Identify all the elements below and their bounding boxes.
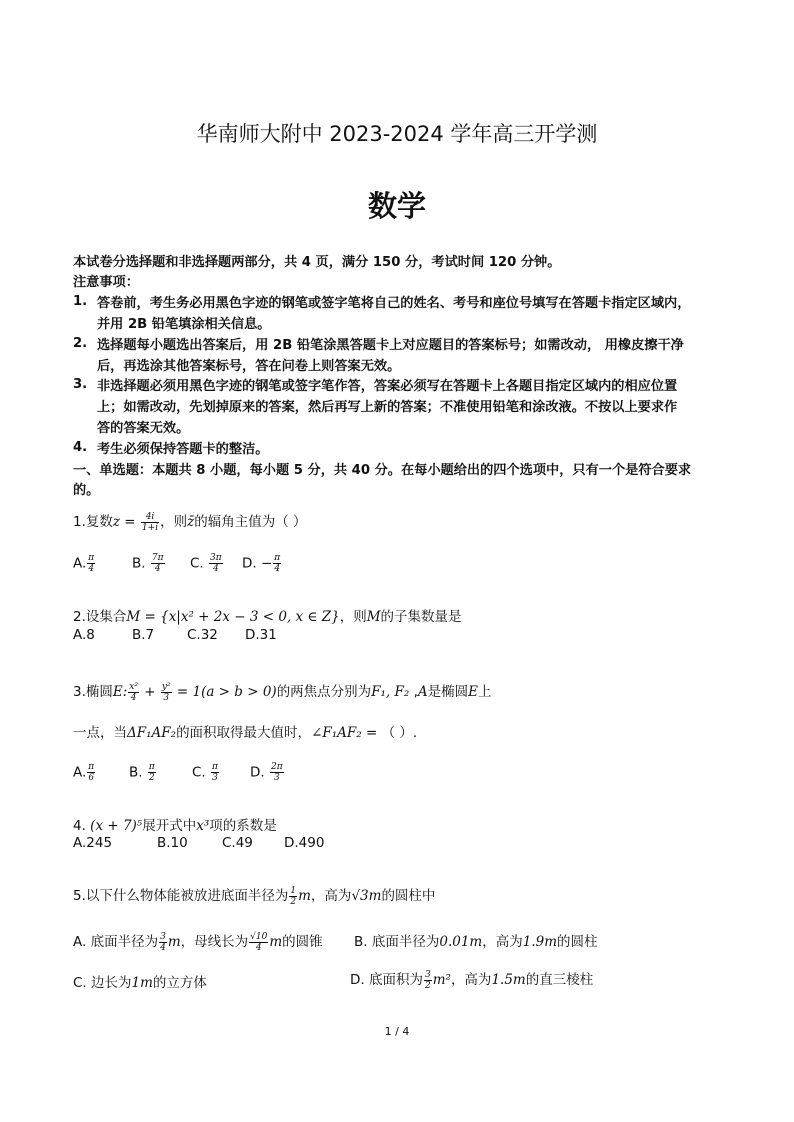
fraction xyxy=(128,682,139,703)
question-text: , xyxy=(409,684,418,700)
question-1 xyxy=(73,510,307,533)
question-text: 上 xyxy=(478,684,492,700)
numerator: π xyxy=(274,553,281,563)
math-expression: x³ xyxy=(196,818,210,834)
question-text: = （ ）. xyxy=(361,725,418,741)
option xyxy=(129,762,157,783)
notice-line: 后，再选涂其他答案标号，答在问卷上则答案无效。 xyxy=(97,359,401,374)
denominator: 4 xyxy=(255,942,262,953)
option-text: 的直三棱柱 xyxy=(525,972,594,988)
option-text: A. 底面半径为 xyxy=(73,934,159,950)
notice-number: 2. xyxy=(73,336,88,351)
numerator: 2π xyxy=(270,762,283,772)
math-expression: 1m xyxy=(131,975,153,991)
option-text: 的立方体 xyxy=(152,975,207,991)
question-2 xyxy=(73,605,462,625)
numerator: π xyxy=(88,553,95,563)
question-text: 是椭圆 xyxy=(427,684,469,700)
fraction xyxy=(424,970,432,991)
option xyxy=(73,553,96,574)
notice-line: 考生必须保持答题卡的整洁。 xyxy=(97,442,269,457)
option-text: 的圆柱 xyxy=(557,934,598,950)
numerator: 3π xyxy=(210,553,222,563)
question-5 xyxy=(73,884,435,907)
math-expression: 1.9m xyxy=(522,934,558,950)
fraction xyxy=(270,762,284,783)
fraction xyxy=(151,553,165,574)
option-text: ，高为 xyxy=(450,972,492,988)
option xyxy=(73,762,96,783)
option: B.10 xyxy=(157,835,188,851)
question-number: 4. xyxy=(73,818,91,834)
notice-item xyxy=(97,335,727,377)
math-operator: + xyxy=(139,684,160,700)
option xyxy=(350,968,593,991)
math-variable: A xyxy=(417,684,428,700)
option-label: A. xyxy=(73,555,87,572)
denominator: 3 xyxy=(212,773,218,783)
notice-number: 3. xyxy=(73,377,88,392)
numerator: x² xyxy=(129,681,138,692)
option xyxy=(192,762,220,783)
exam-summary: 本试卷分选择题和非选择题两部分，共 4 页，满分 150 分，考试时间 120 分钟。 xyxy=(73,255,561,270)
math-variable: m xyxy=(167,934,181,950)
notice-line: 并用 2B 铅笔填涂相关信息。 xyxy=(97,317,271,332)
notice-heading: 注意事项： xyxy=(73,275,139,290)
denominator: 4 xyxy=(88,564,95,574)
numerator: √10 xyxy=(250,931,268,942)
fraction xyxy=(289,886,297,907)
option-label: A. xyxy=(73,764,87,781)
option xyxy=(354,930,598,950)
math-expression: F₁, F₂ xyxy=(371,684,410,700)
denominator: 1+i xyxy=(141,522,159,533)
notice-number: 4. xyxy=(73,440,88,455)
math-expression: (x + 7)⁵ xyxy=(90,818,143,834)
math-expression: M = {x|x² + 2x − 3 < 0, x ∈ Z} xyxy=(126,609,340,625)
question-number: 5.以下什么物体能被放进底面半径为 xyxy=(73,888,289,904)
question-text: 展开式中 xyxy=(142,818,197,834)
question-4 xyxy=(73,814,277,834)
math-variable: E: xyxy=(112,684,128,700)
option-label: D. xyxy=(250,764,265,781)
math-variable: m xyxy=(298,888,311,904)
option-label: C. xyxy=(192,764,206,781)
option-text: 的圆锥 xyxy=(282,934,323,950)
math-operator: = xyxy=(120,514,140,530)
question-3-line-2 xyxy=(73,721,417,741)
numerator: 1 xyxy=(290,885,297,896)
fraction xyxy=(209,553,223,574)
math-variable: z xyxy=(112,514,121,530)
question-text: 一点，当 xyxy=(73,725,127,741)
question-text: 的圆柱中 xyxy=(381,888,436,904)
option: D.31 xyxy=(245,627,277,643)
option-text: ，高为 xyxy=(482,934,523,950)
question-number: 2.设集合 xyxy=(73,609,127,625)
fraction xyxy=(87,553,95,574)
option-label: C. xyxy=(190,555,204,572)
notice-line: 答卷前，考生务必用黑色字迹的钢笔或签字笔将自己的姓名、考号和座位号填写在答题卡指定区域内， xyxy=(97,296,691,311)
numerator: 7π xyxy=(151,553,164,563)
option-text: ，母线长为 xyxy=(180,934,249,950)
fraction xyxy=(141,512,159,533)
option: A.245 xyxy=(73,835,113,851)
fraction xyxy=(161,682,172,703)
denominator: 2 xyxy=(290,896,297,907)
subject-title: 数学 xyxy=(367,189,426,223)
option-label: B. xyxy=(129,764,143,781)
math-operator: − xyxy=(260,555,273,572)
option: C.49 xyxy=(222,835,253,851)
section-heading-line: 一、单选题：本题共 8 小题，每小题 5 分，共 40 分。在每小题给出的四个选项中，只有一个是符合要求 xyxy=(73,463,692,478)
notice-line: 上；如需改动，先划掉原来的答案，然后再写上新的答案；不准使用铅笔和涂改液。不按以上要求作 xyxy=(97,400,678,415)
math-expression: 0.01m xyxy=(439,934,483,950)
question-number: 1.复数 xyxy=(73,514,113,530)
question-text: ，高为 xyxy=(310,888,352,904)
math-variable: M xyxy=(366,609,381,625)
option xyxy=(242,553,282,574)
math-expression: ∠F₁AF₂ xyxy=(311,725,362,741)
notice-line: 答的答案无效。 xyxy=(97,421,190,436)
section-heading-line: 的。 xyxy=(73,483,100,498)
denominator: 4 xyxy=(212,564,219,574)
denominator: 3 xyxy=(163,692,170,703)
numerator: 4i xyxy=(141,512,159,523)
option xyxy=(250,762,285,783)
option-text: C. 边长为 xyxy=(73,975,132,991)
notice-line: 选择题每小题选出答案后，用 2B 铅笔涂黑答题卡上对应题目的答案标号；如需改动， 用橡皮擦干净 xyxy=(97,338,684,353)
option-label: B. xyxy=(132,555,146,572)
fraction xyxy=(273,553,281,574)
denominator: 4 xyxy=(154,564,161,574)
question-text: ，则 xyxy=(339,609,367,625)
option-label: D. xyxy=(242,555,257,572)
question-3 xyxy=(73,680,492,703)
numerator: π xyxy=(148,762,155,772)
numerator: π xyxy=(212,762,218,772)
option: D.490 xyxy=(284,835,325,851)
denominator: 4 xyxy=(130,692,137,703)
option: C.32 xyxy=(187,627,218,643)
fraction xyxy=(249,932,268,953)
math-variable: m xyxy=(269,934,283,950)
question-text: 的子集数量是 xyxy=(380,609,462,625)
notice-item xyxy=(97,376,727,439)
denominator: 3 xyxy=(273,773,280,783)
option xyxy=(73,930,323,953)
option xyxy=(73,971,207,991)
question-text: 的辐角主值为（ ） xyxy=(194,514,307,530)
question-text: 的面积取得最大值时， xyxy=(176,725,312,741)
math-variable: E xyxy=(468,684,479,700)
page-number: 1 / 4 xyxy=(384,1025,410,1038)
option: B.7 xyxy=(132,627,155,643)
notice-item xyxy=(97,439,727,460)
denominator: 4 xyxy=(274,564,281,574)
notice-item xyxy=(97,293,727,335)
exam-title: 华南师大附中 2023-2024 学年高三开学测 xyxy=(196,122,598,146)
option-text: B. 底面半径为 xyxy=(354,934,440,950)
option: A.8 xyxy=(73,627,95,643)
numerator: 3 xyxy=(160,931,166,942)
math-variable: z̄ xyxy=(187,514,195,530)
numerator: π xyxy=(88,762,95,772)
question-text: 项的系数是 xyxy=(209,818,277,834)
math-expression: 1.5m xyxy=(491,972,526,988)
denominator: 2 xyxy=(148,773,155,783)
question-text: 的两焦点分别为 xyxy=(276,684,372,700)
option-text: D. 底面积为 xyxy=(350,972,423,988)
numerator: 3 xyxy=(424,969,431,980)
notice-line: 非选择题必须用黑色字迹的钢笔或签字笔作答，答案必须写在答题卡上各题目指定区域内的相应位置 xyxy=(97,379,678,394)
question-number: 3.椭圆 xyxy=(73,684,113,700)
math-expression: ΔF₁AF₂ xyxy=(127,725,177,741)
fraction xyxy=(148,762,156,783)
denominator: 2 xyxy=(424,980,431,991)
fraction xyxy=(211,762,219,783)
denominator: 4 xyxy=(160,942,166,953)
fraction xyxy=(159,932,167,953)
math-expression: = 1(a > b > 0) xyxy=(172,684,277,700)
numerator: y² xyxy=(161,681,171,692)
option xyxy=(190,553,224,574)
option xyxy=(132,553,166,574)
fraction xyxy=(87,762,95,783)
notice-number: 1. xyxy=(73,294,88,309)
math-expression: m² xyxy=(432,972,451,988)
question-text: ，则 xyxy=(160,514,188,530)
math-expression: √3m xyxy=(351,888,382,904)
denominator: 6 xyxy=(88,773,95,783)
